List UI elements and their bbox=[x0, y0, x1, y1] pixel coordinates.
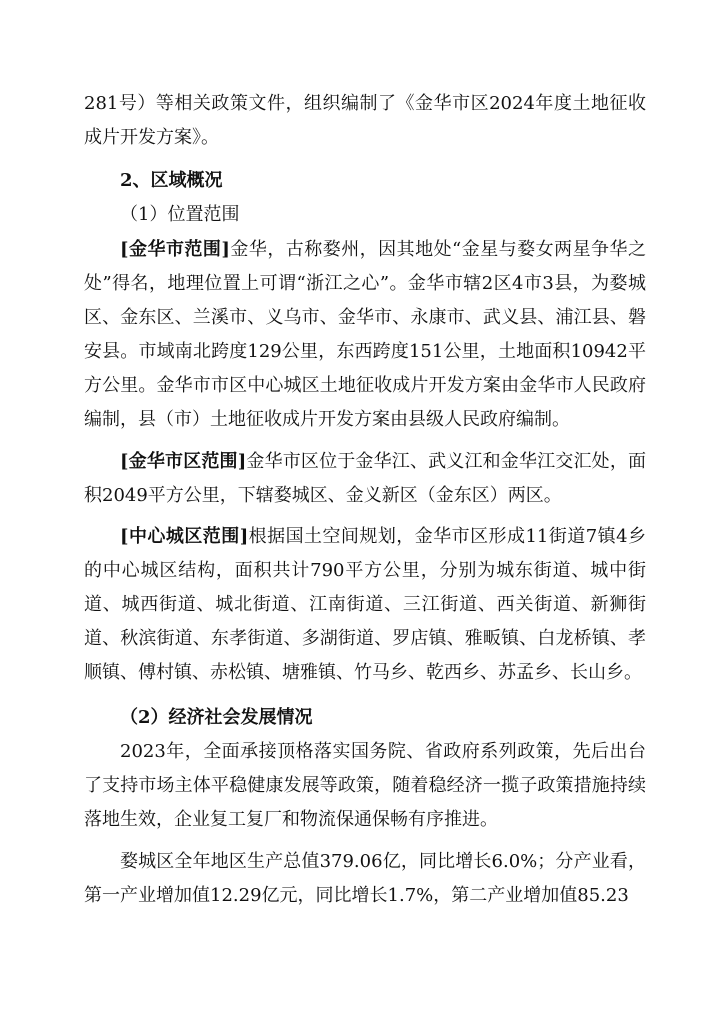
intro-paragraph-tail: 281号）等相关政策文件，组织编制了《金华市区2024年度土地征收成片开发方案》。 bbox=[84, 93, 646, 148]
jinhua-scope-paragraph bbox=[84, 233, 646, 437]
jinhua-scope-label: [金华市范围] bbox=[120, 239, 230, 260]
central-urban-scope-paragraph bbox=[84, 520, 646, 690]
subsection-2-heading: （2）经济社会发展情况 bbox=[120, 707, 313, 728]
jinhua-district-scope-paragraph bbox=[84, 445, 646, 513]
jinhua-district-scope-text: 金华市区位于金华江、武义江和金华江交汇处，面积2049平方公里，下辖婺城区、金义新区（金东区）两区。 bbox=[84, 451, 646, 506]
subsection-1-heading: （1）位置范围 bbox=[120, 204, 240, 225]
jinhua-district-scope-label: [金华市区范围] bbox=[120, 451, 247, 472]
central-urban-scope-label: [中心城区范围] bbox=[120, 526, 249, 547]
jinhua-scope-text: 金华，古称婺州，因其地处“金星与婺女两星争华之处”得名，地理位置上可谓“浙江之心”。金华市辖2区4市3县，为婺城区、金东区、兰溪市、义乌市、金华市、永康市、武义县、浦江县、磐安县。市域南北跨度129公里，东西跨度151公里，土地面积10942平方公里。金华市市区中心城区土地征收成片开发方案由金华市人民政府编制，县（市）土地征收成片开发方案由县级人民政府编制。 bbox=[84, 239, 646, 430]
economy-paragraph-2: 婺城区全年地区生产总值379.06亿，同比增长6.0%；分产业看，第一产业增加值12.29亿元，同比增长1.7%，第二产业增加值85.23 bbox=[84, 851, 646, 906]
economy-paragraph-1: 2023年，全面承接顶格落实国务院、省政府系列政策，先后出台了支持市场主体平稳健康发展等政策，随着稳经济一揽子政策措施持续落地生效，企业复工复厂和物流保通保畅有序推进。 bbox=[84, 741, 646, 830]
section-2-heading: 2、区域概况 bbox=[120, 170, 223, 191]
central-urban-scope-text: 根据国土空间规划，金华市区形成11街道7镇4乡的中心城区结构，面积共计790平方公里，分别为城东街道、城中街道、城西街道、城北街道、江南街道、三江街道、西关街道、新狮街道、秋滨街道、东孝街道、多湖街道、罗店镇、雅畈镇、白龙桥镇、孝顺镇、傅村镇、赤松镇、塘雅镇、竹马乡、乾西乡、苏孟乡、长山乡。 bbox=[84, 526, 646, 683]
